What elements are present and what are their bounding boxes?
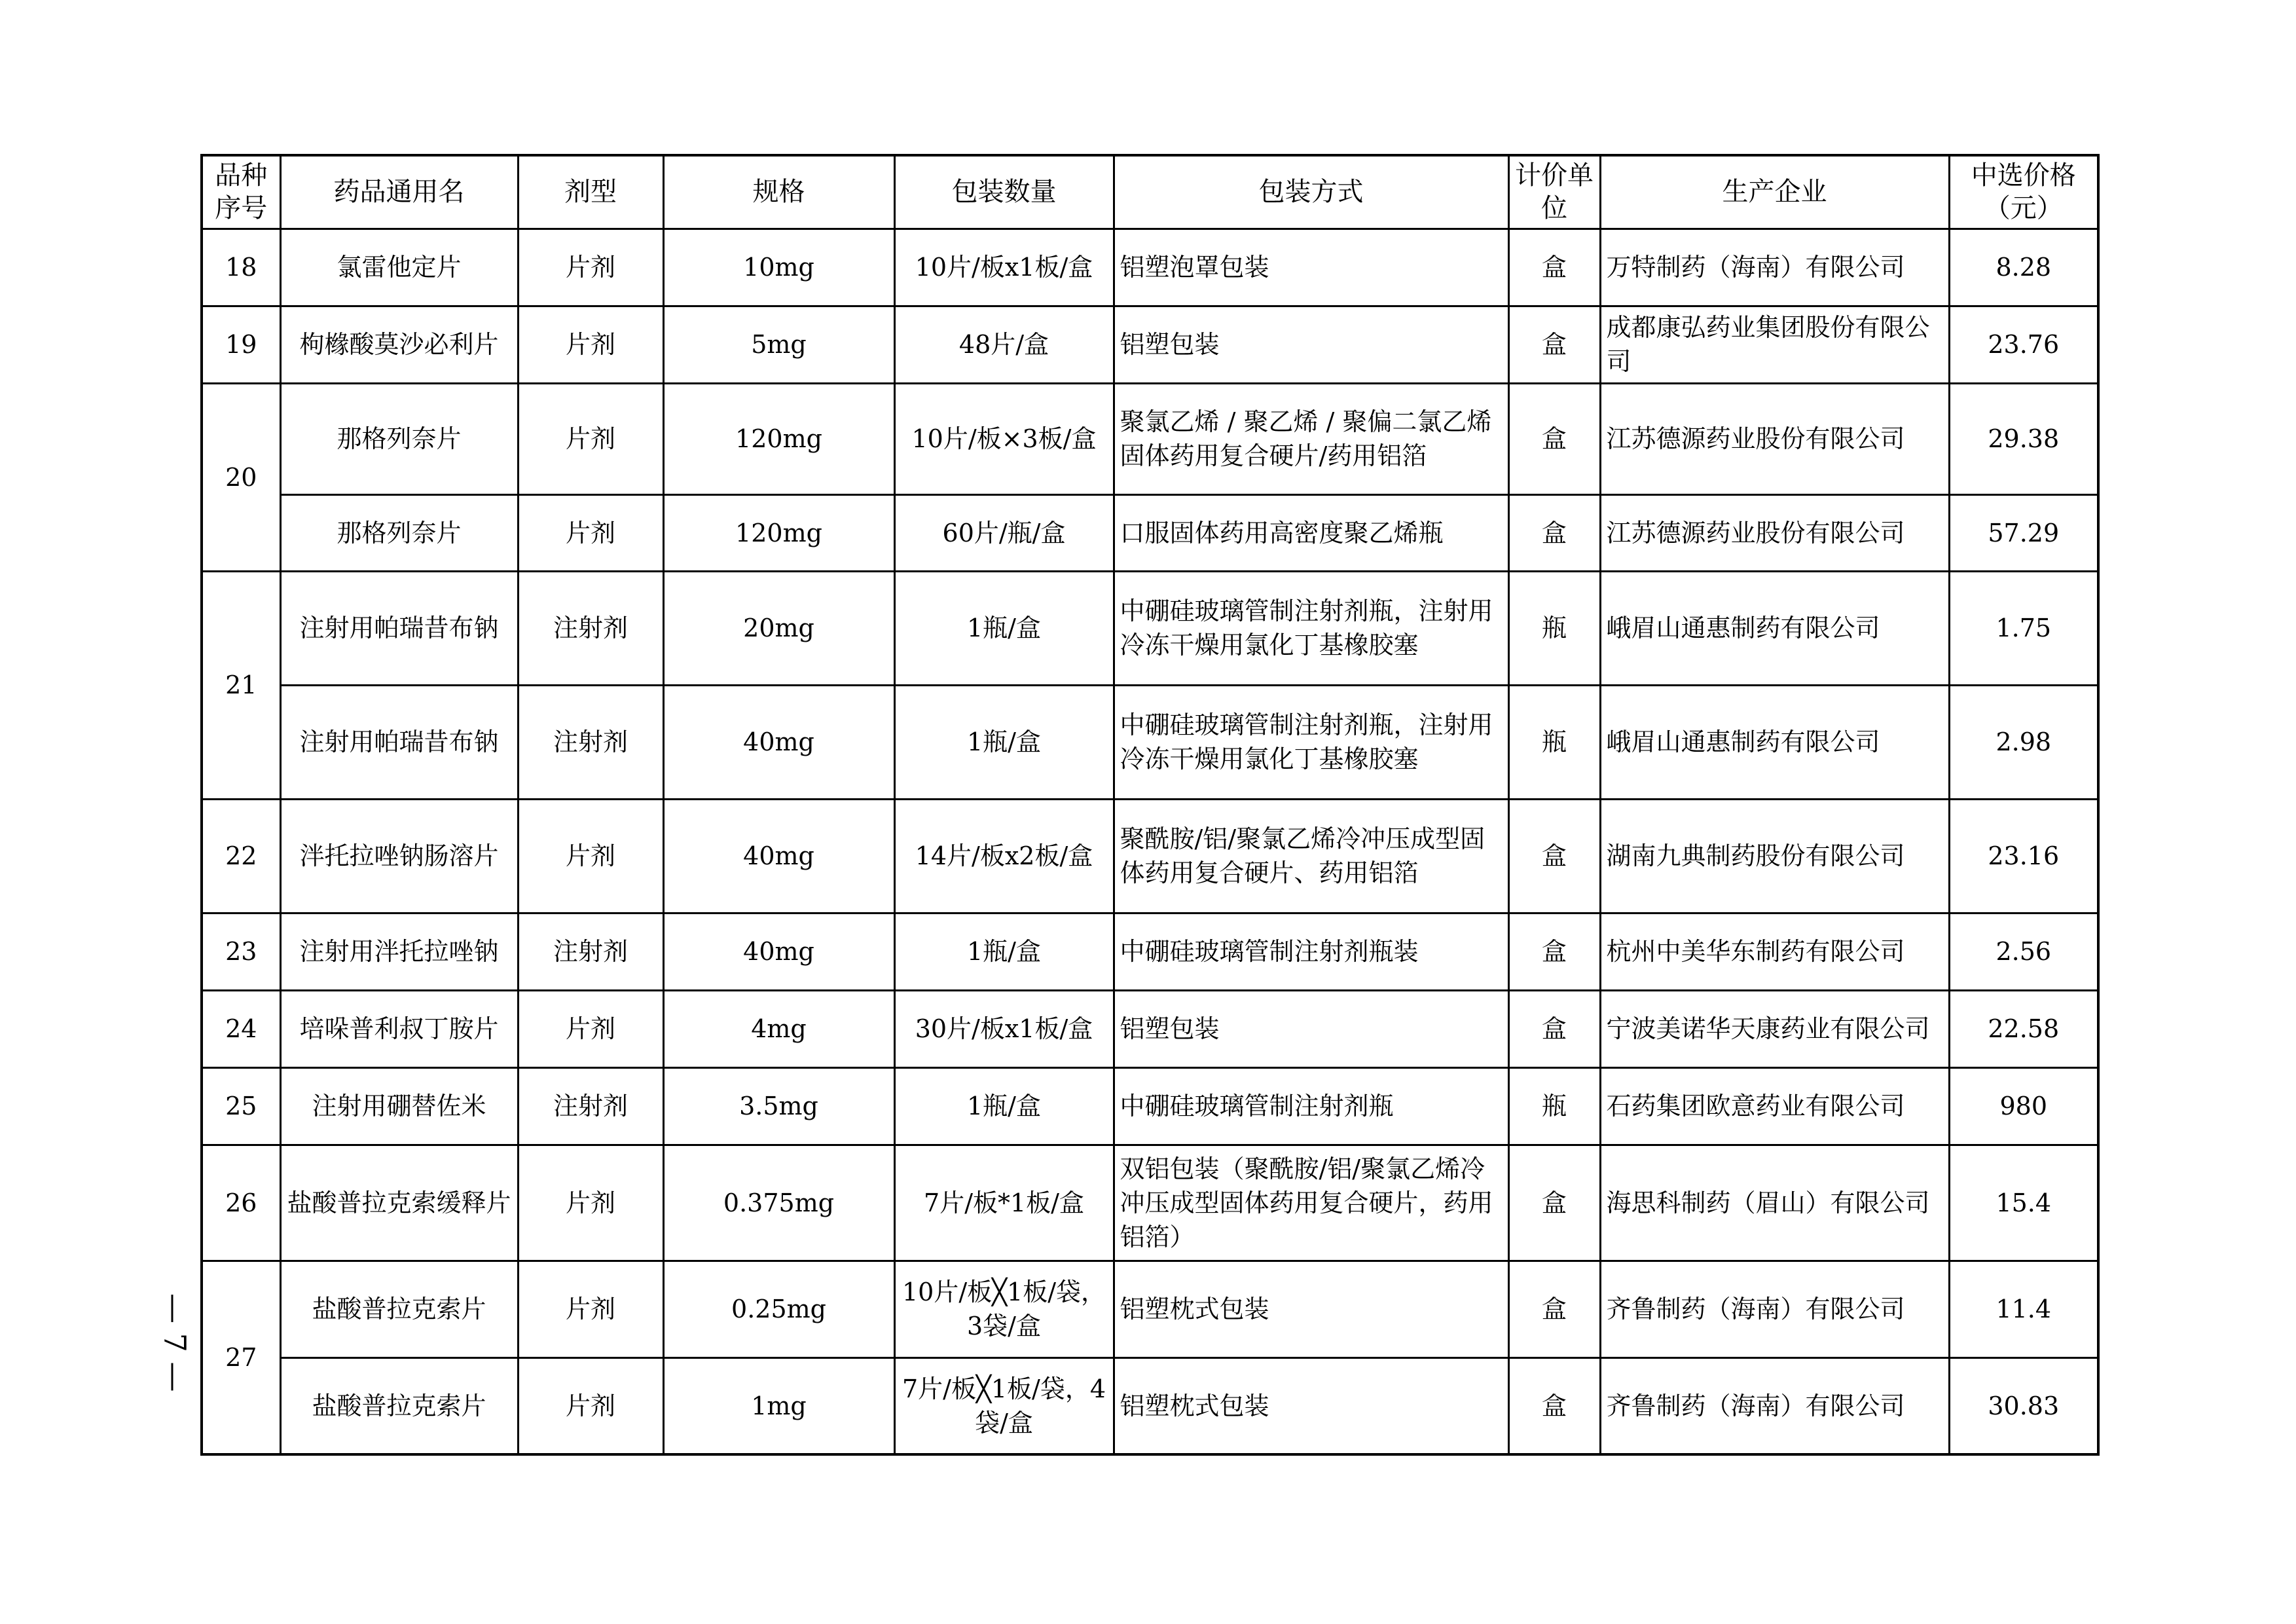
cell-form: 注射剂 (518, 571, 663, 685)
cell-maker: 江苏德源药业股份有限公司 (1600, 383, 1949, 494)
cell-qty: 1瓶/盒 (894, 571, 1114, 685)
cell-price: 22.58 (1949, 990, 2098, 1067)
cell-maker: 海思科制药（眉山）有限公司 (1600, 1145, 1949, 1261)
cell-unit: 盒 (1508, 306, 1600, 383)
cell-price: 2.98 (1949, 685, 2098, 799)
table-row (202, 1145, 2098, 1261)
header-row (202, 155, 2098, 229)
cell-name: 那格列奈片 (280, 494, 518, 571)
cell-name: 注射用帕瑞昔布钠 (280, 571, 518, 685)
cell-unit: 瓶 (1508, 571, 1600, 685)
cell-spec: 3.5mg (663, 1067, 894, 1145)
cell-maker: 石药集团欧意药业有限公司 (1600, 1067, 1949, 1145)
table-row (202, 571, 2098, 685)
cell-maker: 峨眉山通惠制药有限公司 (1600, 685, 1949, 799)
cell-form: 片剂 (518, 229, 663, 306)
cell-qty: 1瓶/盒 (894, 685, 1114, 799)
table-row (202, 1261, 2098, 1357)
cell-name: 注射用泮托拉唑钠 (280, 913, 518, 990)
cell-name: 泮托拉唑钠肠溶片 (280, 799, 518, 913)
cell-seq: 24 (202, 990, 280, 1067)
cell-pack: 铝塑包装 (1114, 990, 1508, 1067)
cell-form: 片剂 (518, 1261, 663, 1357)
cell-unit: 盒 (1508, 799, 1600, 913)
cell-unit: 盒 (1508, 494, 1600, 571)
cell-unit: 盒 (1508, 383, 1600, 494)
cell-price: 8.28 (1949, 229, 2098, 306)
header-seq: 品种序号 (202, 155, 280, 229)
cell-qty: 7片/板╳1板/袋，4袋/盒 (894, 1357, 1114, 1454)
table-row (202, 383, 2098, 494)
table-row (202, 685, 2098, 799)
cell-name: 那格列奈片 (280, 383, 518, 494)
cell-unit: 瓶 (1508, 685, 1600, 799)
cell-spec: 10mg (663, 229, 894, 306)
cell-qty: 48片/盒 (894, 306, 1114, 383)
cell-unit: 盒 (1508, 1357, 1600, 1454)
cell-maker: 齐鲁制药（海南）有限公司 (1600, 1357, 1949, 1454)
cell-unit: 盒 (1508, 1261, 1600, 1357)
cell-spec: 5mg (663, 306, 894, 383)
header-qty: 包装数量 (894, 155, 1114, 229)
cell-pack: 中硼硅玻璃管制注射剂瓶，注射用冷冻干燥用氯化丁基橡胶塞 (1114, 685, 1508, 799)
cell-form: 片剂 (518, 990, 663, 1067)
cell-unit: 盒 (1508, 229, 1600, 306)
cell-qty: 10片/板×3板/盒 (894, 383, 1114, 494)
cell-price: 11.4 (1949, 1261, 2098, 1357)
cell-name: 盐酸普拉克索缓释片 (280, 1145, 518, 1261)
cell-qty: 1瓶/盒 (894, 1067, 1114, 1145)
cell-spec: 0.25mg (663, 1261, 894, 1357)
cell-unit: 盒 (1508, 990, 1600, 1067)
cell-name: 注射用帕瑞昔布钠 (280, 685, 518, 799)
cell-qty: 7片/板*1板/盒 (894, 1145, 1114, 1261)
cell-pack: 铝塑枕式包装 (1114, 1261, 1508, 1357)
cell-seq: 27 (202, 1261, 280, 1454)
cell-qty: 30片/板x1板/盒 (894, 990, 1114, 1067)
cell-name: 注射用硼替佐米 (280, 1067, 518, 1145)
cell-pack: 中硼硅玻璃管制注射剂瓶 (1114, 1067, 1508, 1145)
cell-price: 30.83 (1949, 1357, 2098, 1454)
cell-spec: 40mg (663, 685, 894, 799)
table-row (202, 1357, 2098, 1454)
cell-pack: 口服固体药用高密度聚乙烯瓶 (1114, 494, 1508, 571)
cell-price: 29.38 (1949, 383, 2098, 494)
table-row (202, 306, 2098, 383)
cell-spec: 20mg (663, 571, 894, 685)
cell-name: 枸橼酸莫沙必利片 (280, 306, 518, 383)
cell-name: 盐酸普拉克索片 (280, 1357, 518, 1454)
table-row (202, 913, 2098, 990)
cell-spec: 4mg (663, 990, 894, 1067)
cell-spec: 40mg (663, 913, 894, 990)
cell-qty: 14片/板x2板/盒 (894, 799, 1114, 913)
cell-maker: 宁波美诺华天康药业有限公司 (1600, 990, 1949, 1067)
cell-price: 57.29 (1949, 494, 2098, 571)
page-number: — 7 — (157, 1293, 192, 1392)
table-row (202, 229, 2098, 306)
cell-seq: 22 (202, 799, 280, 913)
table-row (202, 799, 2098, 913)
cell-name: 氯雷他定片 (280, 229, 518, 306)
cell-form: 片剂 (518, 494, 663, 571)
cell-seq: 26 (202, 1145, 280, 1261)
cell-unit: 瓶 (1508, 1067, 1600, 1145)
cell-qty: 10片/板╳1板/袋，3袋/盒 (894, 1261, 1114, 1357)
cell-maker: 万特制药（海南）有限公司 (1600, 229, 1949, 306)
header-pack: 包装方式 (1114, 155, 1508, 229)
header-unit: 计价单位 (1508, 155, 1600, 229)
cell-form: 片剂 (518, 383, 663, 494)
cell-pack: 中硼硅玻璃管制注射剂瓶装 (1114, 913, 1508, 990)
cell-pack: 铝塑包装 (1114, 306, 1508, 383)
cell-price: 1.75 (1949, 571, 2098, 685)
cell-qty: 1瓶/盒 (894, 913, 1114, 990)
header-price: 中选价格（元） (1949, 155, 2098, 229)
table-row (202, 990, 2098, 1067)
cell-price: 23.76 (1949, 306, 2098, 383)
cell-price: 2.56 (1949, 913, 2098, 990)
cell-maker: 成都康弘药业集团股份有限公司 (1600, 306, 1949, 383)
cell-pack: 聚氯乙烯 / 聚乙烯 / 聚偏二氯乙烯固体药用复合硬片/药用铝箔 (1114, 383, 1508, 494)
cell-price: 15.4 (1949, 1145, 2098, 1261)
header-spec: 规格 (663, 155, 894, 229)
cell-seq: 25 (202, 1067, 280, 1145)
cell-price: 23.16 (1949, 799, 2098, 913)
cell-pack: 铝塑泡罩包装 (1114, 229, 1508, 306)
cell-form: 片剂 (518, 799, 663, 913)
cell-unit: 盒 (1508, 913, 1600, 990)
cell-maker: 湖南九典制药股份有限公司 (1600, 799, 1949, 913)
cell-maker: 峨眉山通惠制药有限公司 (1600, 571, 1949, 685)
cell-seq: 23 (202, 913, 280, 990)
cell-spec: 1mg (663, 1357, 894, 1454)
cell-pack: 双铝包装（聚酰胺/铝/聚氯乙烯冷冲压成型固体药用复合硬片，药用铝箔） (1114, 1145, 1508, 1261)
cell-maker: 杭州中美华东制药有限公司 (1600, 913, 1949, 990)
cell-seq: 18 (202, 229, 280, 306)
cell-seq: 21 (202, 571, 280, 799)
cell-qty: 60片/瓶/盒 (894, 494, 1114, 571)
cell-name: 培哚普利叔丁胺片 (280, 990, 518, 1067)
table-row (202, 494, 2098, 571)
cell-price: 980 (1949, 1067, 2098, 1145)
cell-form: 片剂 (518, 1145, 663, 1261)
cell-form: 片剂 (518, 306, 663, 383)
drug-price-table (200, 154, 2100, 1456)
cell-spec: 40mg (663, 799, 894, 913)
cell-unit: 盒 (1508, 1145, 1600, 1261)
header-form: 剂型 (518, 155, 663, 229)
cell-spec: 0.375mg (663, 1145, 894, 1261)
cell-seq: 20 (202, 383, 280, 571)
cell-seq: 19 (202, 306, 280, 383)
table-row (202, 1067, 2098, 1145)
cell-form: 注射剂 (518, 913, 663, 990)
cell-form: 片剂 (518, 1357, 663, 1454)
cell-form: 注射剂 (518, 1067, 663, 1145)
cell-maker: 齐鲁制药（海南）有限公司 (1600, 1261, 1949, 1357)
header-name: 药品通用名 (280, 155, 518, 229)
cell-spec: 120mg (663, 494, 894, 571)
cell-form: 注射剂 (518, 685, 663, 799)
cell-spec: 120mg (663, 383, 894, 494)
header-maker: 生产企业 (1600, 155, 1949, 229)
cell-pack: 中硼硅玻璃管制注射剂瓶，注射用冷冻干燥用氯化丁基橡胶塞 (1114, 571, 1508, 685)
cell-maker: 江苏德源药业股份有限公司 (1600, 494, 1949, 571)
cell-pack: 聚酰胺/铝/聚氯乙烯冷冲压成型固体药用复合硬片、药用铝箔 (1114, 799, 1508, 913)
cell-pack: 铝塑枕式包装 (1114, 1357, 1508, 1454)
cell-name: 盐酸普拉克索片 (280, 1261, 518, 1357)
cell-qty: 10片/板x1板/盒 (894, 229, 1114, 306)
